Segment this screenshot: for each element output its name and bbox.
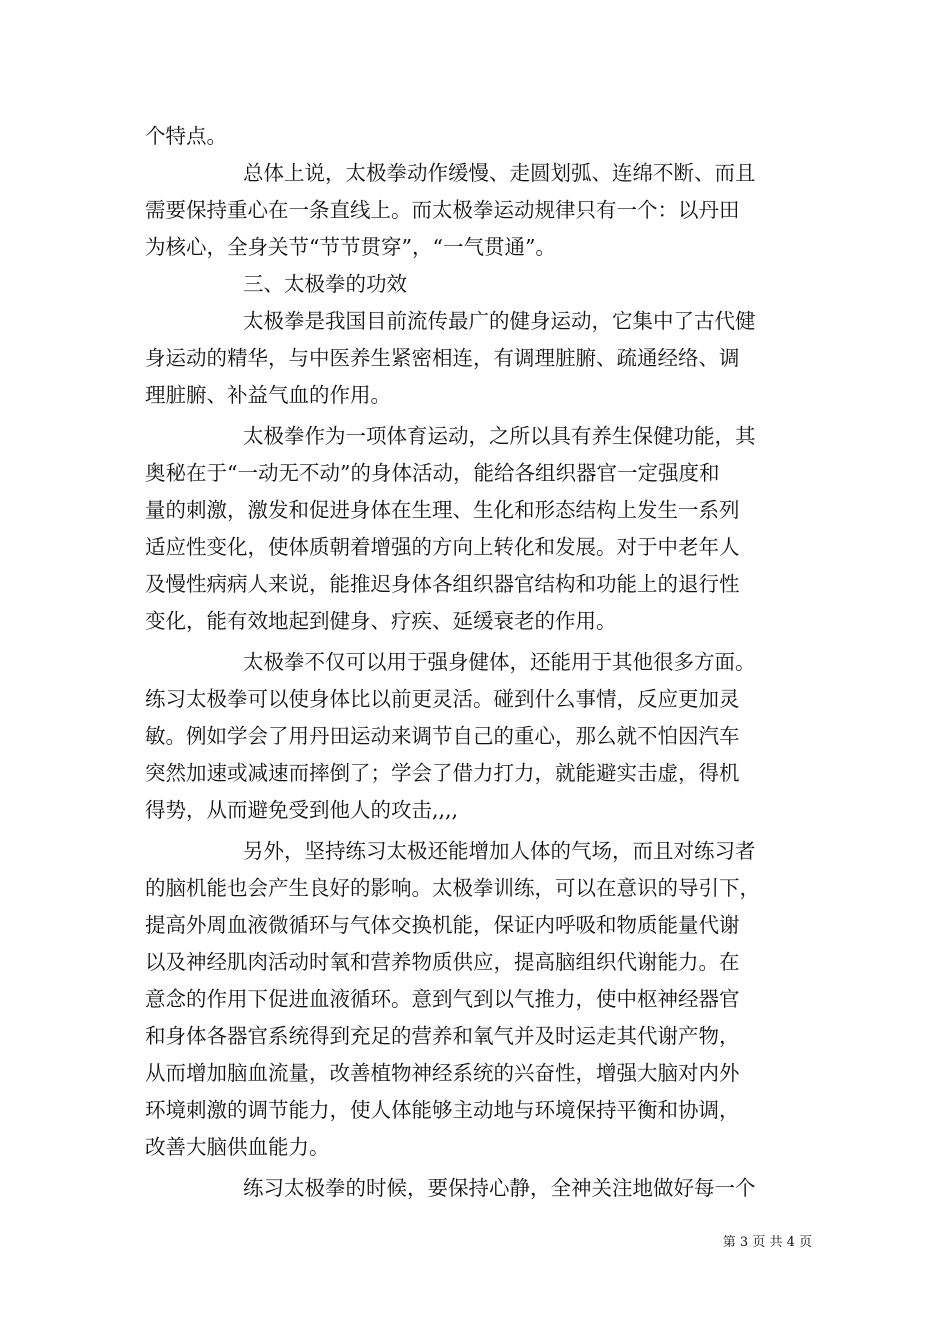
text-line: 适应性变化，使体质朝着增强的方向上转化和发展。对于中老年人	[145, 535, 740, 559]
text-line: 和身体各器官系统得到充足的营养和氧气并及时运走其代谢产物，	[145, 1024, 740, 1048]
text-line: 奥秘在于“一动无不动”的身体活动，能给各组织器官一定强度和	[145, 461, 720, 485]
text-line: 量的刺激，激发和促进身体在生理、生化和形态结构上发生一系列	[145, 498, 740, 522]
text-line: 总体上说，太极拳动作缓慢、走圆划弧、连绵不断、而且	[243, 161, 756, 185]
text-line: 从而增加脑血流量，改善植物神经系统的兴奋性，增强大脑对内外	[145, 1061, 740, 1085]
text-line: 太极拳是我国目前流传最广的健身运动，它集中了古代健	[243, 309, 756, 333]
text-line: 练习太极拳的时候，要保持心静，全神关注地做好每一个	[243, 1176, 756, 1200]
document-body	[145, 118, 810, 1207]
section-heading: 三、太极拳的功效	[243, 272, 407, 296]
text-line: 需要保持重心在一条直线上。而太极拳运动规律只有一个：以丹田	[145, 198, 740, 222]
text-line: 练习太极拳可以使身体比以前更灵活。碰到什么事情，反应更加灵	[145, 687, 740, 711]
text-line: 的脑机能也会产生良好的影响。太极拳训练，可以在意识的导引下，	[145, 876, 760, 900]
text-line: 得势，从而避免受到他人的攻击,,,,	[145, 798, 459, 822]
text-line: 另外，坚持练习太极还能增加人体的气场，而且对练习者	[243, 839, 756, 863]
text-line: 提高外周血液微循环与气体交换机能，保证内呼吸和物质能量代谢	[145, 913, 740, 937]
text-line: 太极拳作为一项体育运动，之所以具有养生保健功能，其	[243, 424, 756, 448]
text-line: 变化，能有效地起到健身、疗疾、延缓衰老的作用。	[145, 609, 617, 633]
text-line: 个特点。	[145, 124, 227, 148]
text-line: 突然加速或减速而摔倒了；学会了借力打力，就能避实击虚，得机	[145, 761, 740, 785]
text-line: 身运动的精华，与中医养生紧密相连，有调理脏腑、疏通经络、调	[145, 346, 740, 370]
text-line: 以及神经肌肉活动时氧和营养物质供应，提高脑组织代谢能力。在	[145, 950, 740, 974]
text-line: 改善大脑供血能力。	[145, 1135, 330, 1159]
text-line: 理脏腑、补益气血的作用。	[145, 383, 391, 407]
text-line: 意念的作用下促进血液循环。意到气到以气推力，使中枢神经器官	[145, 987, 740, 1011]
text-line: 太极拳不仅可以用于强身健体，还能用于其他很多方面。	[243, 650, 756, 674]
text-line: 敏。例如学会了用丹田运动来调节自己的重心，那么就不怕因汽车	[145, 724, 740, 748]
text-line: 及慢性病病人来说，能推迟身体各组织器官结构和功能上的退行性	[145, 572, 740, 596]
text-line: 为核心，全身关节“节节贯穿”，“一气贯通”。	[145, 235, 556, 259]
page-number-footer: 第 3 页 共 4 页	[722, 1235, 812, 1250]
text-line: 环境刺激的调节能力，使人体能够主动地与环境保持平衡和协调，	[145, 1098, 740, 1122]
